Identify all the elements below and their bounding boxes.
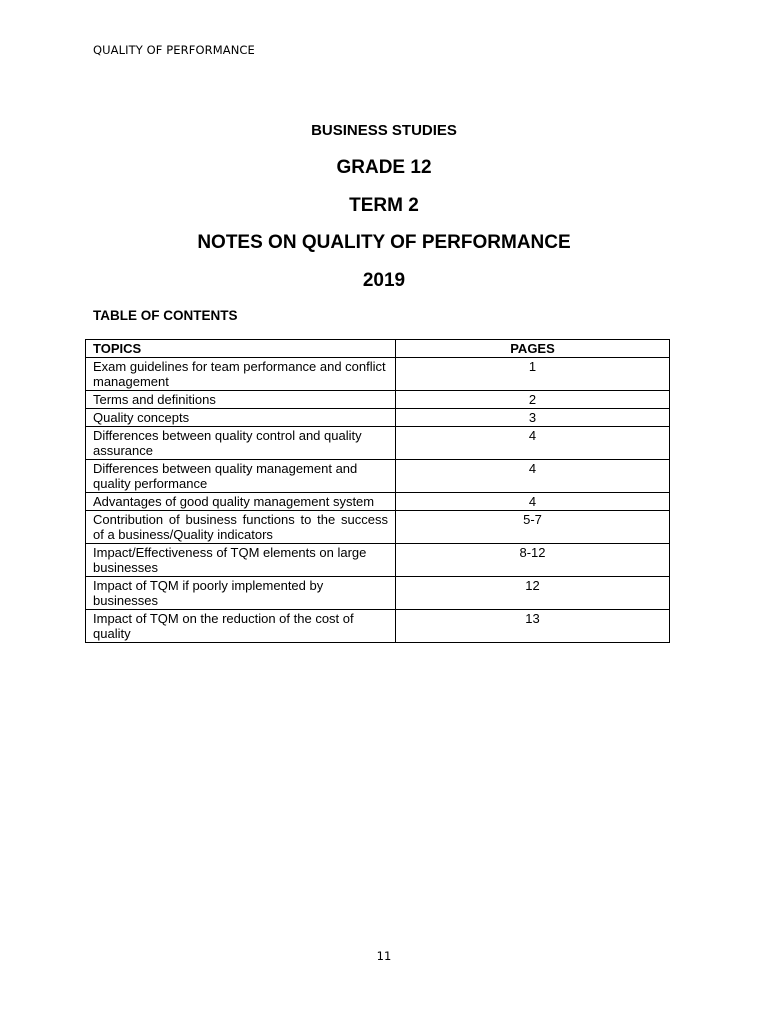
topic-cell: Exam guidelines for team performance and conflict management xyxy=(86,358,396,391)
toc-heading: TABLE OF CONTENTS xyxy=(93,308,238,323)
pages-cell: 2 xyxy=(396,391,670,409)
pages-cell: 12 xyxy=(396,577,670,610)
topic-cell: Advantages of good quality management system xyxy=(86,493,396,511)
column-header-pages: PAGES xyxy=(396,340,670,358)
page-number: 11 xyxy=(376,949,392,963)
table-row xyxy=(86,610,670,643)
pages-cell: 5-7 xyxy=(396,511,670,544)
topic-cell: Quality concepts xyxy=(86,409,396,427)
year-title: 2019 xyxy=(362,270,406,291)
topic-cell: Impact of TQM on the reduction of the cost of quality xyxy=(86,610,396,643)
pages-cell: 13 xyxy=(396,610,670,643)
table-row xyxy=(86,358,670,391)
table-row xyxy=(86,427,670,460)
grade-title: GRADE 12 xyxy=(336,157,432,178)
topic-cell: Impact/Effectiveness of TQM elements on large businesses xyxy=(86,544,396,577)
pages-cell: 8-12 xyxy=(396,544,670,577)
column-header-topics: TOPICS xyxy=(86,340,396,358)
topic-cell: Differences between quality management and quality performance xyxy=(86,460,396,493)
topic-cell: Impact of TQM if poorly implemented by businesses xyxy=(86,577,396,610)
table-row xyxy=(86,511,670,544)
table-row xyxy=(86,460,670,493)
running-header: QUALITY OF PERFORMANCE xyxy=(93,43,255,57)
pages-cell: 4 xyxy=(396,427,670,460)
topic-cell: Terms and definitions xyxy=(86,391,396,409)
notes-title: NOTES ON QUALITY OF PERFORMANCE xyxy=(197,232,571,253)
topic-cell: Differences between quality control and quality assurance xyxy=(86,427,396,460)
table-row xyxy=(86,391,670,409)
pages-cell: 4 xyxy=(396,493,670,511)
table-row xyxy=(86,493,670,511)
term-title: TERM 2 xyxy=(349,195,419,216)
toc-header-row xyxy=(86,340,670,358)
table-row xyxy=(86,544,670,577)
pages-cell: 1 xyxy=(396,358,670,391)
topic-cell: Contribution of business functions to the success of a business/Quality indicators xyxy=(86,511,396,544)
table-row xyxy=(86,409,670,427)
subject-title: BUSINESS STUDIES xyxy=(311,122,457,139)
table-row xyxy=(86,577,670,610)
pages-cell: 3 xyxy=(396,409,670,427)
pages-cell: 4 xyxy=(396,460,670,493)
table-of-contents xyxy=(85,339,670,643)
